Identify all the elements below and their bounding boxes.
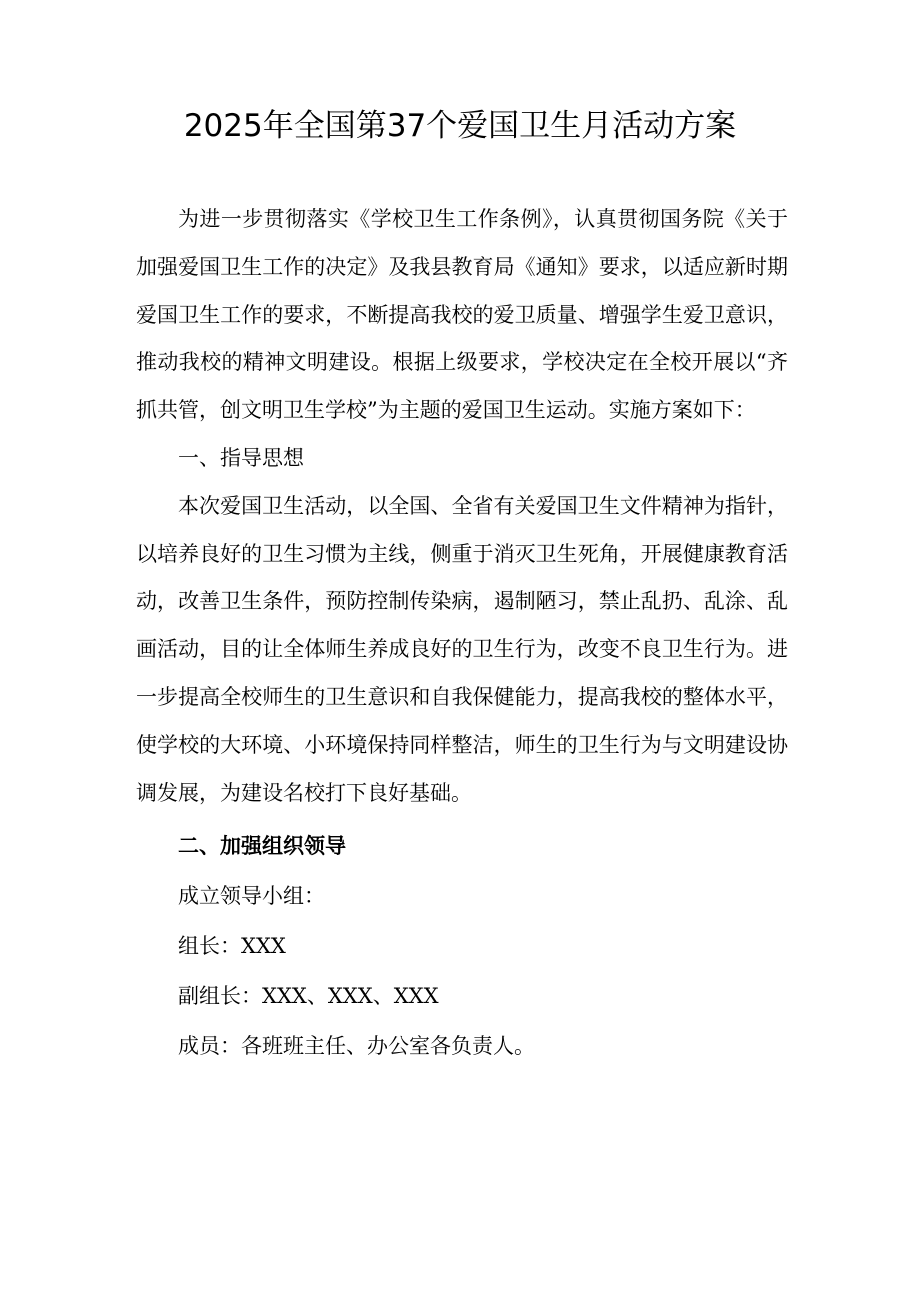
- members-line: 成员：各班班主任、办公室各负责人。: [178, 1034, 535, 1059]
- section-2-heading: 二、加强组织领导: [178, 834, 346, 859]
- section-1-heading: 一、指导思想: [178, 445, 304, 470]
- document-body: [136, 196, 788, 1071]
- document-title: 2025年全国第37个爱国卫生月活动方案: [183, 108, 737, 144]
- section-1-paragraph: 本次爱国卫生活动，以全国、全省有关爱国卫生文件精神为指针，以培养良好的卫生习惯为主线，侧重于消灭卫生死角，开展健康教育活动，改善卫生条件，预防控制传染病，遏制陋习，禁止乱扔、乱涂、乱画活动，目的让全体师生养成良好的卫生行为，改变不良卫生行为。进一步提高全校师生的卫生意识和自我保健能力，提高我校的整体水平，使学校的大环境、小环境保持同样整洁，师生的卫生行为与文明建设协调发展，为建设名校打下良好基础。: [136, 493, 788, 805]
- intro-paragraph: 为进一步贯彻落实《学校卫生工作条例》，认真贯彻国务院《关于加强爱国卫生工作的决定》及我县教育局《通知》要求，以适应新时期爱国卫生工作的要求，不断提高我校的爱卫质量、增强学生爱卫意识，推动我校的精神文明建设。根据上级要求，学校决定在全校开展以“齐抓共管，创文明卫生学校”为主题的爱国卫生运动。实施方案如下：: [136, 207, 788, 423]
- deputy-leader-line: 副组长：XXX、XXX、XXX: [178, 984, 439, 1009]
- group-leader-line: 组长：XXX: [178, 934, 286, 959]
- leadership-group-line: 成立领导小组：: [178, 884, 325, 909]
